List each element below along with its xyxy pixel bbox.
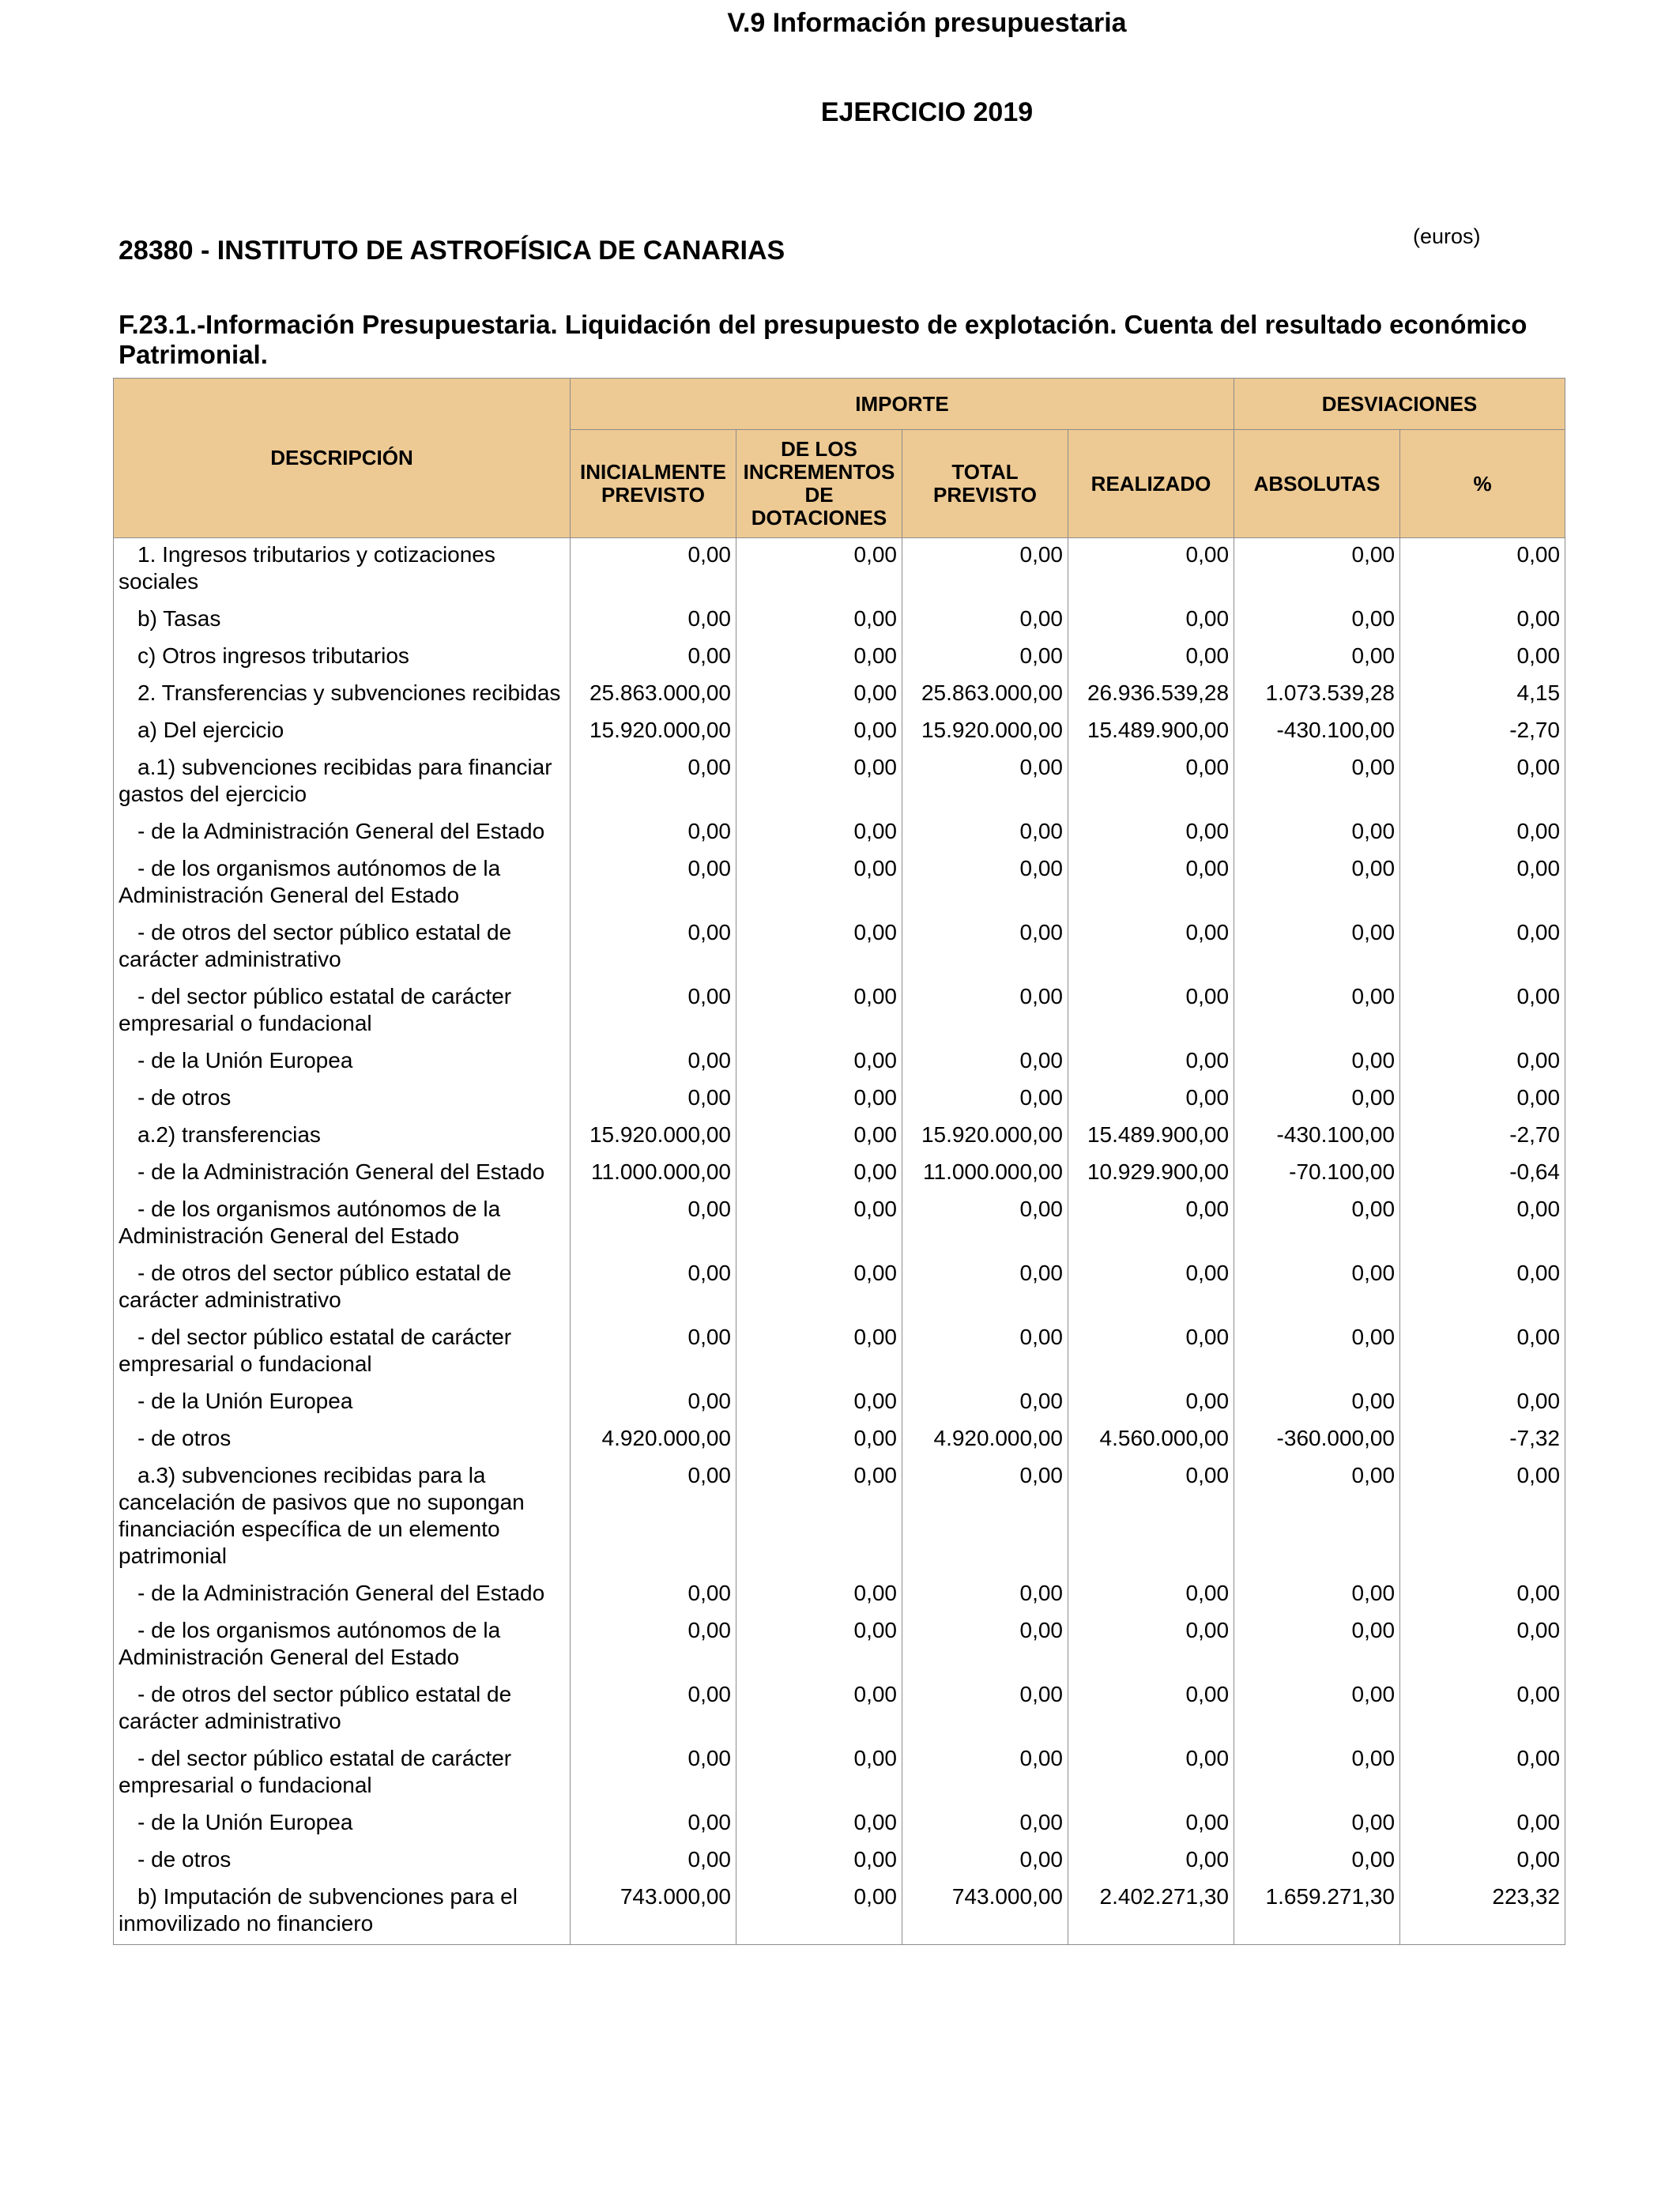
- cell-realizado: 15.489.900,00: [1068, 714, 1234, 751]
- cell-total: 0,00: [902, 1843, 1068, 1880]
- cell-inicial: 0,00: [571, 1577, 736, 1614]
- cell-absolutas: 0,00: [1234, 1385, 1400, 1422]
- cell-inicial: 0,00: [571, 916, 736, 980]
- cell-total: 0,00: [902, 1081, 1068, 1118]
- table-row: [114, 1321, 1565, 1385]
- cell-total: 0,00: [902, 1193, 1068, 1257]
- cell-realizado: 0,00: [1068, 815, 1234, 852]
- cell-realizado: 0,00: [1068, 852, 1234, 916]
- table-row: [114, 602, 1565, 639]
- cell-absolutas: 0,00: [1234, 980, 1400, 1044]
- header-importe: IMPORTE: [571, 379, 1234, 430]
- row-description: - de la Unión Europea: [114, 1044, 571, 1081]
- cell-realizado: 2.402.271,30: [1068, 1880, 1234, 1945]
- cell-realizado: 0,00: [1068, 1843, 1234, 1880]
- cell-pct: 0,00: [1400, 1806, 1565, 1843]
- cell-total: 0,00: [902, 639, 1068, 677]
- row-description: - de la Unión Europea: [114, 1806, 571, 1843]
- cell-pct: 4,15: [1400, 677, 1565, 714]
- cell-absolutas: -430.100,00: [1234, 714, 1400, 751]
- cell-incrementos: 0,00: [736, 1880, 902, 1945]
- table-row: [114, 1422, 1565, 1459]
- cell-incrementos: 0,00: [736, 1155, 902, 1193]
- row-description: - del sector público estatal de carácter empresarial o fundacional: [114, 1742, 571, 1806]
- cell-incrementos: 0,00: [736, 1614, 902, 1678]
- cell-inicial: 11.000.000,00: [571, 1155, 736, 1193]
- cell-realizado: 0,00: [1068, 751, 1234, 815]
- cell-total: 0,00: [902, 1742, 1068, 1806]
- table-row: [114, 677, 1565, 714]
- cell-absolutas: 0,00: [1234, 1459, 1400, 1577]
- cell-incrementos: 0,00: [736, 1044, 902, 1081]
- cell-incrementos: 0,00: [736, 1577, 902, 1614]
- cell-pct: 0,00: [1400, 1614, 1565, 1678]
- row-description: - del sector público estatal de carácter empresarial o fundacional: [114, 1321, 571, 1385]
- cell-absolutas: 0,00: [1234, 1806, 1400, 1843]
- cell-incrementos: 0,00: [736, 916, 902, 980]
- cell-absolutas: 0,00: [1234, 751, 1400, 815]
- cell-realizado: 0,00: [1068, 538, 1234, 603]
- cell-pct: 0,00: [1400, 1321, 1565, 1385]
- cell-absolutas: 0,00: [1234, 538, 1400, 603]
- cell-inicial: 0,00: [571, 1459, 736, 1577]
- cell-realizado: 0,00: [1068, 1742, 1234, 1806]
- cell-absolutas: -430.100,00: [1234, 1118, 1400, 1155]
- table-row: [114, 1155, 1565, 1193]
- cell-incrementos: 0,00: [736, 1742, 902, 1806]
- cell-realizado: 0,00: [1068, 980, 1234, 1044]
- cell-total: 0,00: [902, 1678, 1068, 1742]
- cell-pct: 0,00: [1400, 751, 1565, 815]
- budget-table: [113, 378, 1565, 1945]
- cell-pct: 0,00: [1400, 1044, 1565, 1081]
- cell-absolutas: 0,00: [1234, 1321, 1400, 1385]
- cell-pct: 0,00: [1400, 1742, 1565, 1806]
- table-row: [114, 916, 1565, 980]
- table-row: [114, 751, 1565, 815]
- cell-pct: -2,70: [1400, 714, 1565, 751]
- row-description: a.2) transferencias: [114, 1118, 571, 1155]
- cell-absolutas: 0,00: [1234, 1193, 1400, 1257]
- cell-absolutas: -360.000,00: [1234, 1422, 1400, 1459]
- cell-absolutas: 0,00: [1234, 815, 1400, 852]
- cell-pct: 0,00: [1400, 1385, 1565, 1422]
- table-row: [114, 1614, 1565, 1678]
- cell-incrementos: 0,00: [736, 1806, 902, 1843]
- cell-inicial: 0,00: [571, 1614, 736, 1678]
- table-row: [114, 852, 1565, 916]
- cell-inicial: 0,00: [571, 538, 736, 603]
- cell-incrementos: 0,00: [736, 714, 902, 751]
- table-row: [114, 980, 1565, 1044]
- cell-realizado: 0,00: [1068, 1614, 1234, 1678]
- cell-incrementos: 0,00: [736, 1321, 902, 1385]
- row-description: - de otros: [114, 1843, 571, 1880]
- cell-inicial: 15.920.000,00: [571, 1118, 736, 1155]
- cell-total: 0,00: [902, 852, 1068, 916]
- cell-total: 0,00: [902, 980, 1068, 1044]
- cell-realizado: 15.489.900,00: [1068, 1118, 1234, 1155]
- table-row: [114, 639, 1565, 677]
- table-row: [114, 1806, 1565, 1843]
- cell-total: 25.863.000,00: [902, 677, 1068, 714]
- cell-absolutas: -70.100,00: [1234, 1155, 1400, 1193]
- cell-inicial: 0,00: [571, 1806, 736, 1843]
- cell-pct: 0,00: [1400, 602, 1565, 639]
- cell-realizado: 26.936.539,28: [1068, 677, 1234, 714]
- table-row: [114, 1118, 1565, 1155]
- cell-absolutas: 0,00: [1234, 602, 1400, 639]
- cell-incrementos: 0,00: [736, 980, 902, 1044]
- cell-total: 0,00: [902, 1459, 1068, 1577]
- cell-realizado: 0,00: [1068, 602, 1234, 639]
- row-description: - de otros: [114, 1081, 571, 1118]
- cell-total: 0,00: [902, 538, 1068, 603]
- cell-inicial: 0,00: [571, 1321, 736, 1385]
- row-description: b) Imputación de subvenciones para el inmovilizado no financiero: [114, 1880, 571, 1945]
- cell-total: 0,00: [902, 602, 1068, 639]
- cell-pct: 0,00: [1400, 1459, 1565, 1577]
- cell-realizado: 0,00: [1068, 1257, 1234, 1321]
- cell-absolutas: 0,00: [1234, 852, 1400, 916]
- cell-total: 0,00: [902, 916, 1068, 980]
- cell-total: 0,00: [902, 1806, 1068, 1843]
- cell-inicial: 0,00: [571, 1678, 736, 1742]
- cell-total: 0,00: [902, 1044, 1068, 1081]
- row-description: - de los organismos autónomos de la Administración General del Estado: [114, 852, 571, 916]
- cell-total: 15.920.000,00: [902, 714, 1068, 751]
- header-row-groups: [114, 379, 1565, 430]
- cell-inicial: 0,00: [571, 1843, 736, 1880]
- cell-pct: 0,00: [1400, 1193, 1565, 1257]
- table-row: [114, 1193, 1565, 1257]
- row-description: - de los organismos autónomos de la Administración General del Estado: [114, 1193, 571, 1257]
- cell-pct: 0,00: [1400, 1843, 1565, 1880]
- cell-realizado: 10.929.900,00: [1068, 1155, 1234, 1193]
- cell-absolutas: 0,00: [1234, 1044, 1400, 1081]
- cell-total: 0,00: [902, 1385, 1068, 1422]
- row-description: - de los organismos autónomos de la Administración General del Estado: [114, 1614, 571, 1678]
- header-description: DESCRIPCIÓN: [114, 379, 571, 538]
- cell-inicial: 25.863.000,00: [571, 677, 736, 714]
- cell-incrementos: 0,00: [736, 1385, 902, 1422]
- table-row: [114, 1678, 1565, 1742]
- header-percent: %: [1400, 430, 1565, 538]
- cell-incrementos: 0,00: [736, 751, 902, 815]
- table-row: [114, 1385, 1565, 1422]
- cell-incrementos: 0,00: [736, 1081, 902, 1118]
- cell-incrementos: 0,00: [736, 852, 902, 916]
- cell-absolutas: 0,00: [1234, 639, 1400, 677]
- row-description: - de la Administración General del Estado: [114, 1577, 571, 1614]
- row-description: 1. Ingresos tributarios y cotizaciones sociales: [114, 538, 571, 603]
- row-description: 2. Transferencias y subvenciones recibidas: [114, 677, 571, 714]
- cell-realizado: 0,00: [1068, 1081, 1234, 1118]
- cell-pct: -0,64: [1400, 1155, 1565, 1193]
- cell-pct: 0,00: [1400, 815, 1565, 852]
- cell-incrementos: 0,00: [736, 1678, 902, 1742]
- row-description: - de la Unión Europea: [114, 1385, 571, 1422]
- cell-realizado: 0,00: [1068, 1459, 1234, 1577]
- cell-realizado: 0,00: [1068, 1577, 1234, 1614]
- header-incrementos: DE LOS INCREMENTOS DE DOTACIONES: [736, 430, 902, 538]
- table-row: [114, 1843, 1565, 1880]
- cell-pct: 0,00: [1400, 852, 1565, 916]
- row-description: - de otros del sector público estatal de carácter administrativo: [114, 916, 571, 980]
- cell-pct: 0,00: [1400, 639, 1565, 677]
- cell-total: 0,00: [902, 1614, 1068, 1678]
- cell-absolutas: 0,00: [1234, 1614, 1400, 1678]
- report-title: F.23.1.-Información Presupuestaria. Liquidación del presupuesto de explotación. Cuenta del resultado económico Patrimonial.: [119, 310, 1527, 369]
- cell-pct: 0,00: [1400, 1678, 1565, 1742]
- cell-total: 743.000,00: [902, 1880, 1068, 1945]
- header-absolutas: ABSOLUTAS: [1234, 430, 1400, 538]
- cell-incrementos: 0,00: [736, 639, 902, 677]
- row-description: - del sector público estatal de carácter empresarial o fundacional: [114, 980, 571, 1044]
- cell-realizado: 0,00: [1068, 1678, 1234, 1742]
- fiscal-year: EJERCICIO 2019: [820, 97, 1034, 127]
- cell-total: 0,00: [902, 1257, 1068, 1321]
- cell-realizado: 0,00: [1068, 639, 1234, 677]
- cell-realizado: 0,00: [1068, 1044, 1234, 1081]
- cell-inicial: 0,00: [571, 1193, 736, 1257]
- cell-realizado: 0,00: [1068, 916, 1234, 980]
- cell-inicial: 0,00: [571, 1385, 736, 1422]
- cell-realizado: 0,00: [1068, 1193, 1234, 1257]
- table-row: [114, 1742, 1565, 1806]
- cell-total: 0,00: [902, 815, 1068, 852]
- cell-inicial: 0,00: [571, 1257, 736, 1321]
- cell-total: 0,00: [902, 1321, 1068, 1385]
- cell-incrementos: 0,00: [736, 815, 902, 852]
- cell-absolutas: 0,00: [1234, 1577, 1400, 1614]
- cell-pct: -2,70: [1400, 1118, 1565, 1155]
- cell-pct: 0,00: [1400, 538, 1565, 603]
- cell-pct: 0,00: [1400, 1257, 1565, 1321]
- row-description: b) Tasas: [114, 602, 571, 639]
- cell-total: 0,00: [902, 1577, 1068, 1614]
- cell-incrementos: 0,00: [736, 602, 902, 639]
- cell-pct: 0,00: [1400, 980, 1565, 1044]
- cell-total: 4.920.000,00: [902, 1422, 1068, 1459]
- row-description: c) Otros ingresos tributarios: [114, 639, 571, 677]
- cell-absolutas: 0,00: [1234, 1678, 1400, 1742]
- cell-incrementos: 0,00: [736, 1422, 902, 1459]
- cell-absolutas: 0,00: [1234, 1257, 1400, 1321]
- cell-absolutas: 0,00: [1234, 916, 1400, 980]
- currency-note: (euros): [1413, 224, 1481, 248]
- table-row: [114, 1257, 1565, 1321]
- cell-incrementos: 0,00: [736, 538, 902, 603]
- cell-inicial: 15.920.000,00: [571, 714, 736, 751]
- row-description: - de la Administración General del Estado: [114, 815, 571, 852]
- cell-incrementos: 0,00: [736, 1843, 902, 1880]
- cell-incrementos: 0,00: [736, 677, 902, 714]
- table-row: [114, 1880, 1565, 1945]
- cell-inicial: 0,00: [571, 1044, 736, 1081]
- cell-absolutas: 0,00: [1234, 1081, 1400, 1118]
- table-row: [114, 714, 1565, 751]
- table-row: [114, 1081, 1565, 1118]
- cell-realizado: 0,00: [1068, 1321, 1234, 1385]
- cell-incrementos: 0,00: [736, 1257, 902, 1321]
- cell-pct: 0,00: [1400, 1577, 1565, 1614]
- row-description: a.1) subvenciones recibidas para financiar gastos del ejercicio: [114, 751, 571, 815]
- cell-absolutas: 1.659.271,30: [1234, 1880, 1400, 1945]
- header-desviaciones: DESVIACIONES: [1234, 379, 1565, 430]
- cell-total: 11.000.000,00: [902, 1155, 1068, 1193]
- cell-incrementos: 0,00: [736, 1459, 902, 1577]
- cell-realizado: 4.560.000,00: [1068, 1422, 1234, 1459]
- cell-inicial: 0,00: [571, 602, 736, 639]
- cell-inicial: 743.000,00: [571, 1880, 736, 1945]
- table-row: [114, 1577, 1565, 1614]
- cell-pct: 223,32: [1400, 1880, 1565, 1945]
- header-total-previsto: TOTAL PREVISTO: [902, 430, 1068, 538]
- row-description: a) Del ejercicio: [114, 714, 571, 751]
- cell-absolutas: 1.073.539,28: [1234, 677, 1400, 714]
- cell-absolutas: 0,00: [1234, 1843, 1400, 1880]
- row-description: - de otros: [114, 1422, 571, 1459]
- row-description: - de otros del sector público estatal de carácter administrativo: [114, 1678, 571, 1742]
- table-row: [114, 1044, 1565, 1081]
- row-description: - de la Administración General del Estado: [114, 1155, 571, 1193]
- cell-realizado: 0,00: [1068, 1806, 1234, 1843]
- cell-inicial: 0,00: [571, 815, 736, 852]
- row-description: a.3) subvenciones recibidas para la cancelación de pasivos que no supongan financiación específica de un elemento patrimonial: [114, 1459, 571, 1577]
- cell-pct: 0,00: [1400, 1081, 1565, 1118]
- cell-inicial: 0,00: [571, 852, 736, 916]
- table-row: [114, 815, 1565, 852]
- row-description: - de otros del sector público estatal de carácter administrativo: [114, 1257, 571, 1321]
- cell-inicial: 0,00: [571, 751, 736, 815]
- cell-incrementos: 0,00: [736, 1193, 902, 1257]
- cell-inicial: 0,00: [571, 1742, 736, 1806]
- cell-incrementos: 0,00: [736, 1118, 902, 1155]
- cell-absolutas: 0,00: [1234, 1742, 1400, 1806]
- table-row: [114, 538, 1565, 603]
- header-inicialmente-previsto: INICIALMENTE PREVISTO: [571, 430, 736, 538]
- cell-inicial: 0,00: [571, 639, 736, 677]
- cell-pct: 0,00: [1400, 916, 1565, 980]
- cell-inicial: 0,00: [571, 1081, 736, 1118]
- cell-inicial: 4.920.000,00: [571, 1422, 736, 1459]
- cell-total: 0,00: [902, 751, 1068, 815]
- table-row: [114, 1459, 1565, 1577]
- cell-total: 15.920.000,00: [902, 1118, 1068, 1155]
- entity-title: 28380 - INSTITUTO DE ASTROFÍSICA DE CANARIAS: [119, 236, 785, 266]
- cell-realizado: 0,00: [1068, 1385, 1234, 1422]
- cell-inicial: 0,00: [571, 980, 736, 1044]
- cell-pct: -7,32: [1400, 1422, 1565, 1459]
- header-realizado: REALIZADO: [1068, 430, 1234, 538]
- section-title: V.9 Información presupuestaria: [727, 8, 1127, 38]
- budget-body: [114, 538, 1565, 1945]
